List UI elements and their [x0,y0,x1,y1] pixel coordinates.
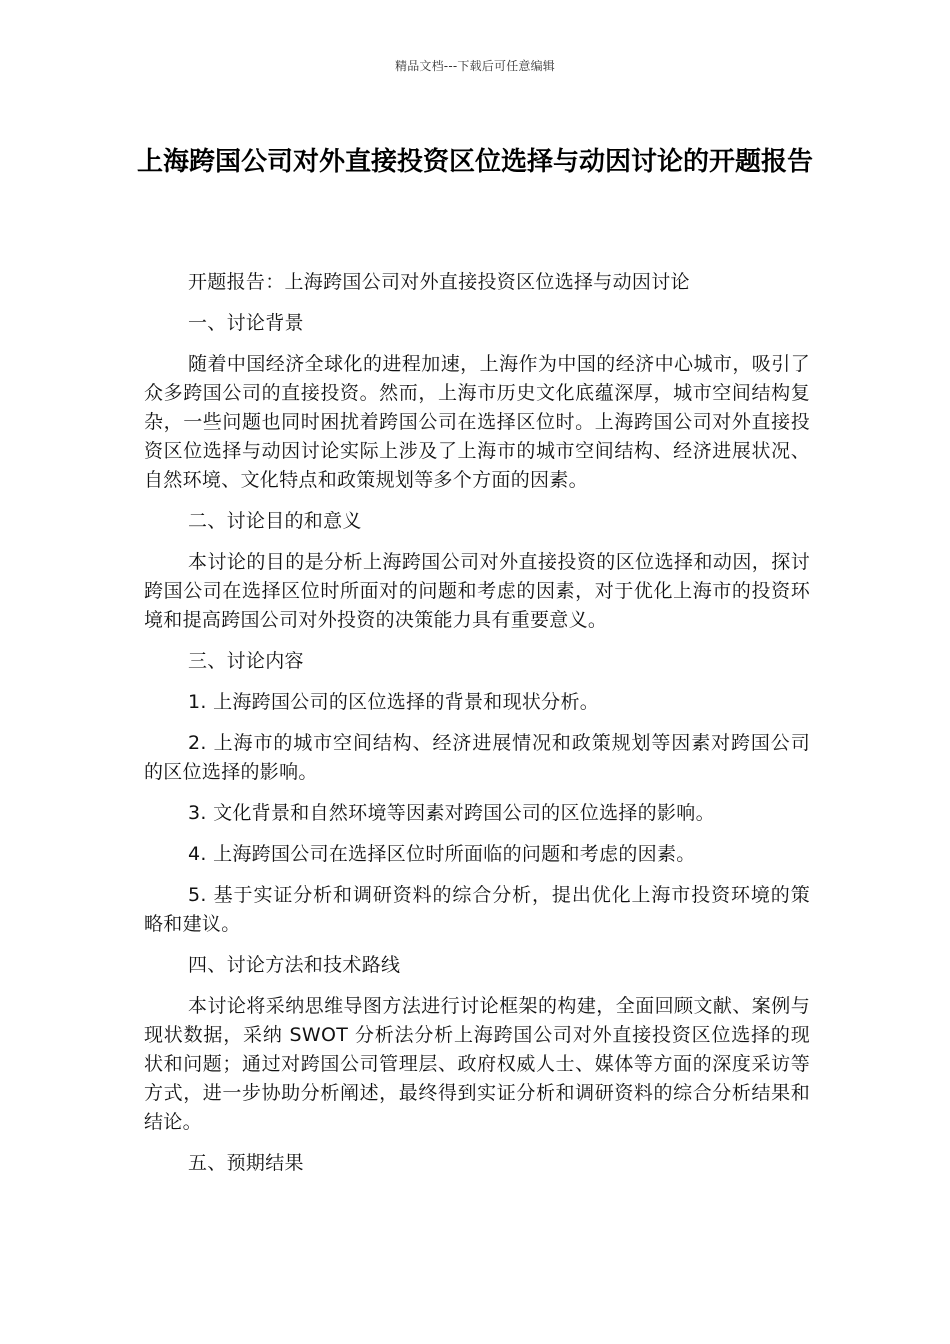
document-title: 上海跨国公司对外直接投资区位选择与动因讨论的开题报告 [136,147,813,177]
section-heading-methods: 四、讨论方法和技术路线 [188,954,401,976]
content-item-2: 2. 上海市的城市空间结构、经济进展情况和政策规划等因素对跨国公司的区位选择的影响。 [144,732,810,783]
report-heading: 开题报告：上海跨国公司对外直接投资区位选择与动因讨论 [188,271,690,293]
content-item-3: 3. 文化背景和自然环境等因素对跨国公司的区位选择的影响。 [188,802,715,824]
document-body [144,268,810,1190]
content-item-5: 5. 基于实证分析和调研资料的综合分析，提出优化上海市投资环境的策略和建议。 [144,884,810,935]
section-heading-purpose: 二、讨论目的和意义 [188,510,362,532]
paragraph-purpose: 本讨论的目的是分析上海跨国公司对外直接投资的区位选择和动因，探讨跨国公司在选择区位时所面对的问题和考虑的因素，对于优化上海市的投资环境和提高跨国公司对外投资的决策能力具有重要意义。 [144,551,810,631]
section-heading-expected-results: 五、预期结果 [188,1152,304,1174]
paragraph-methods: 本讨论将采纳思维导图方法进行讨论框架的构建，全面回顾文献、案例与现状数据，采纳 SWOT 分析法分析上海跨国公司对外直接投资区位选择的现状和问题；通过对跨国公司管理层、政府权威人士、媒体等方面的深度采访等方式，进一步协助分析阐述，最终得到实证分析和调研资料的综合分析结果和结论。 [144,995,810,1133]
section-heading-background: 一、讨论背景 [188,312,304,334]
content-item-4: 4. 上海跨国公司在选择区位时所面临的问题和考虑的因素。 [188,843,696,865]
paragraph-background: 随着中国经济全球化的进程加速，上海作为中国的经济中心城市，吸引了众多跨国公司的直接投资。然而，上海市历史文化底蕴深厚，城市空间结构复杂，一些问题也同时困扰着跨国公司在选择区位时。上海跨国公司对外直接投资区位选择与动因讨论实际上涉及了上海市的城市空间结构、经济进展状况、自然环境、文化特点和政策规划等多个方面的因素。 [144,353,810,491]
page-header-note: 精品文档---下载后可任意编辑 [395,59,555,73]
section-heading-content: 三、讨论内容 [188,650,304,672]
content-item-1: 1. 上海跨国公司的区位选择的背景和现状分析。 [188,691,600,713]
